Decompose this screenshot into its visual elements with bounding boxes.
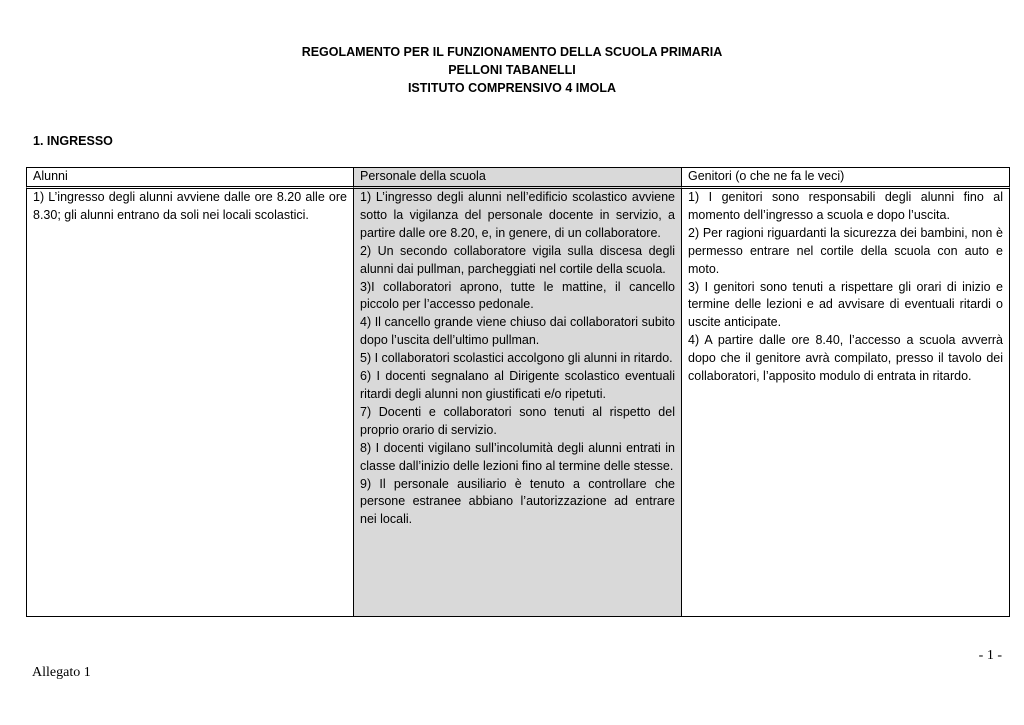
cell-genitori bbox=[681, 189, 1010, 617]
attachment-label: Allegato 1 bbox=[32, 665, 91, 680]
rule-item: 9) Il personale ausiliario è tenuto a controllare che persone estranee abbiano l’autorizzazione ad entrare nei locali. bbox=[360, 476, 675, 527]
rule-item: 1) L’ingresso degli alunni avviene dalle ore 8.20 alle ore 8.30; gli alunni entrano da soli nei locali scolastici. bbox=[33, 190, 347, 222]
column-header-personale: Personale della scuola bbox=[353, 167, 681, 189]
document-title bbox=[0, 43, 1024, 97]
rule-item: 3) I genitori sono tenuti a rispettare gli orari di inizio e termine delle lezioni e ad avvisare di eventuali ritardi o uscite anticipate. bbox=[688, 279, 1003, 330]
rule-item: 7) Docenti e collaboratori sono tenuti al rispetto del proprio orario di servizio. bbox=[360, 404, 675, 437]
cell-personale bbox=[353, 189, 681, 617]
page-number: - 1 - bbox=[978, 648, 1002, 663]
rule-item: 3)I collaboratori aprono, tutte le mattine, il cancello piccolo per l’accesso pedonale. bbox=[360, 279, 675, 312]
rule-item: 5) I collaboratori scolastici accolgono gli alunni in ritardo. bbox=[360, 351, 673, 366]
title-line-1: REGOLAMENTO PER IL FUNZIONAMENTO DELLA SCUOLA PRIMARIA bbox=[301, 45, 723, 59]
rule-item: 8) I docenti vigilano sull’incolumità degli alunni entrati in classe dall’inizio delle lezioni fino al termine delle stesse. bbox=[360, 440, 675, 473]
cell-alunni bbox=[26, 189, 353, 617]
table-row bbox=[26, 189, 1010, 617]
rule-item: 1) L’ingresso degli alunni nell’edificio scolastico avviene sotto la vigilanza del personale docente in servizio, a partire dalle ore 8.20, e, in genere, di un collaboratore. bbox=[360, 190, 675, 240]
rule-item: 4) Il cancello grande viene chiuso dai collaboratori subito dopo l’uscita dell’ultimo pullman. bbox=[360, 315, 675, 348]
table-header-row bbox=[26, 167, 1010, 189]
rule-item: 2) Per ragioni riguardanti la sicurezza dei bambini, non è permesso entrare nel cortile della scuola con auto e moto. bbox=[688, 225, 1003, 276]
title-line-2: PELLONI TABANELLI bbox=[448, 63, 576, 77]
rule-item: 1) I genitori sono responsabili degli alunni fino al momento dell’ingresso a scuola e dopo l’uscita. bbox=[688, 190, 1003, 222]
title-line-3: ISTITUTO COMPRENSIVO 4 IMOLA bbox=[407, 81, 617, 95]
rules-table bbox=[26, 167, 1010, 617]
rule-item: 6) I docenti segnalano al Dirigente scolastico eventuali ritardi degli alunni non giustificati e/o ripetuti. bbox=[360, 369, 675, 401]
rule-item: 2) Un secondo collaboratore vigila sulla discesa degli alunni dai pullman, parcheggiati nel cortile della scuola. bbox=[360, 243, 675, 276]
section-heading: 1. INGRESSO bbox=[33, 134, 113, 148]
column-header-alunni: Alunni bbox=[26, 167, 353, 189]
column-header-genitori: Genitori (o che ne fa le veci) bbox=[681, 167, 1010, 189]
rule-item: 4) A partire dalle ore 8.40, l’accesso a scuola avverrà dopo che il genitore avrà compilato, presso il tavolo dei collaboratori, l’apposito modulo di entrata in ritardo. bbox=[688, 333, 1003, 384]
